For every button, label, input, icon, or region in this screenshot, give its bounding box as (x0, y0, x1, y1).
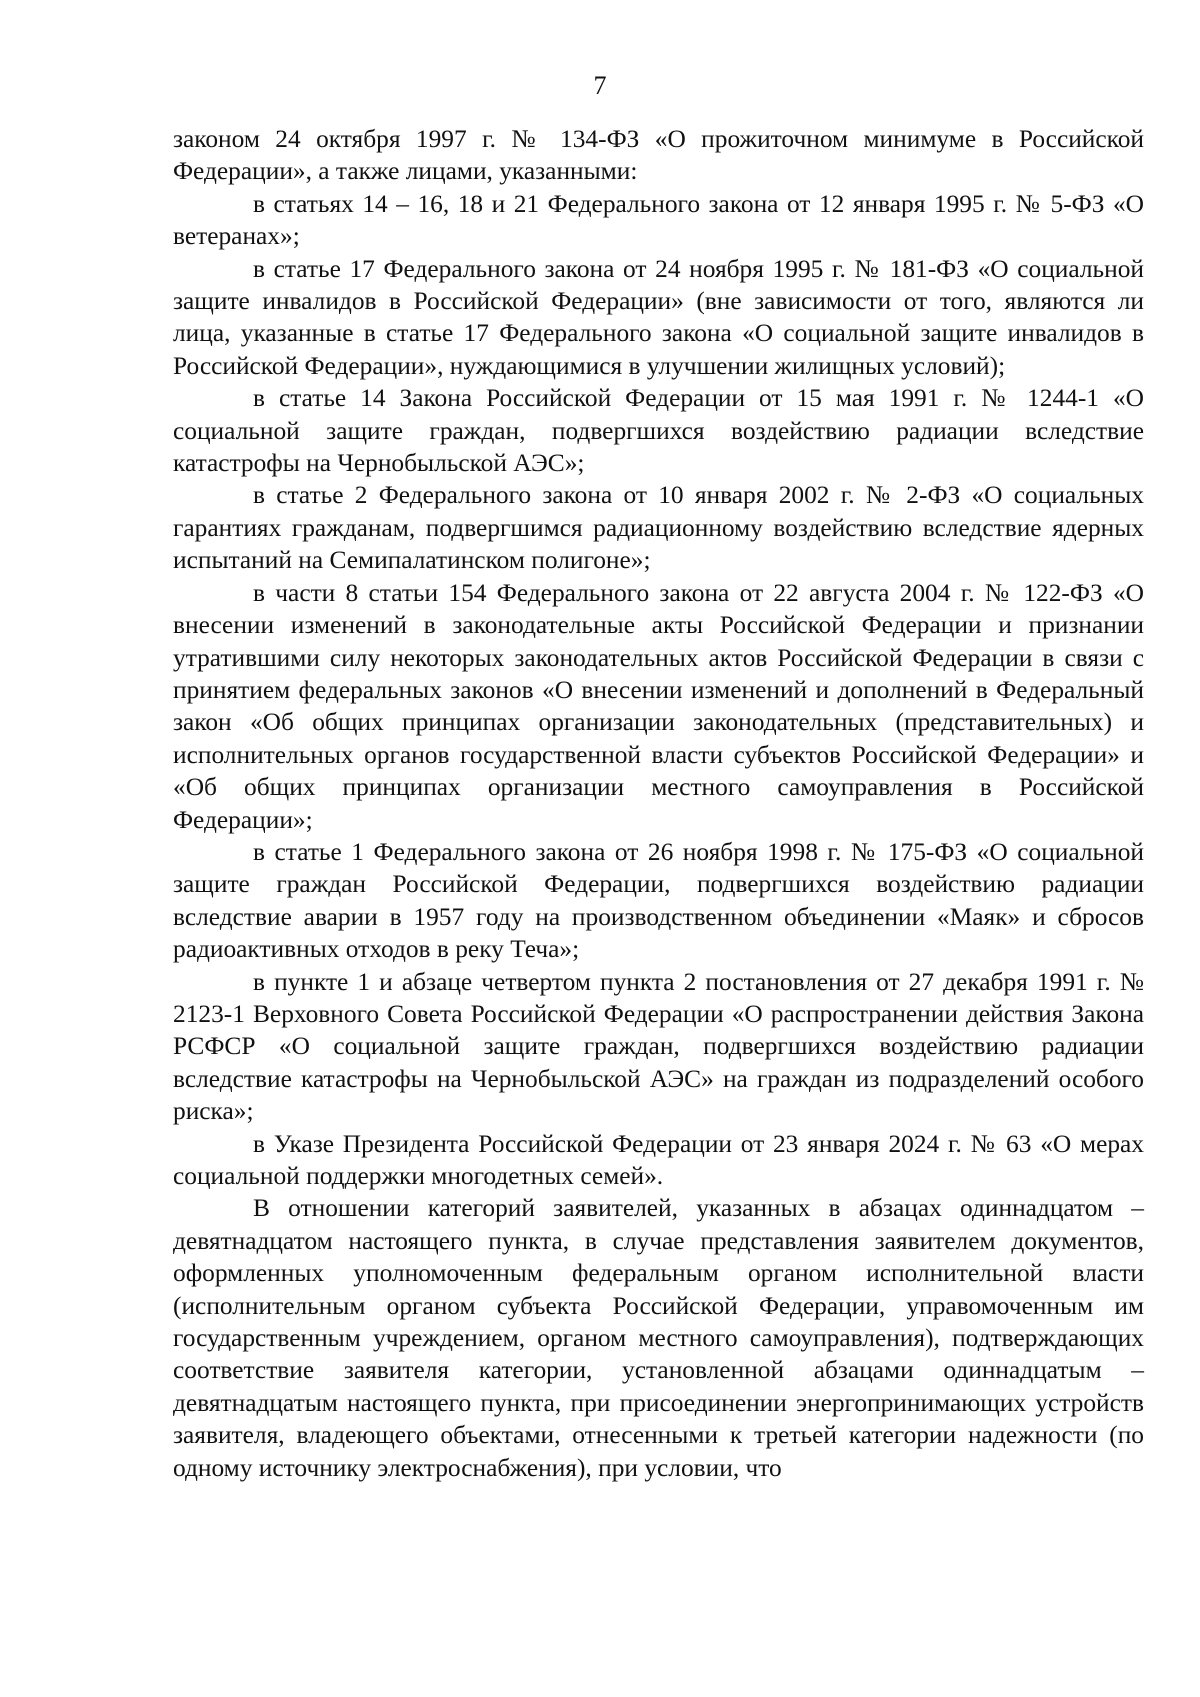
paragraph: в части 8 статьи 154 Федерального закона от 22 августа 2004 г. № 122-ФЗ «О внесении изменений в законодательные акты Российской Федерации и признании утратившими силу некоторых законодательных актов Российской Федерации в связи с принятием федеральных законов «О внесении изменений и дополнений в Федеральный закон «Об общих принципах организации законодательных (представительных) и исполнительных органов государственной власти субъектов Российской Федерации» и «Об общих принципах организации местного самоуправления в Российской Федерации»; (173, 578, 1144, 834)
paragraph: в статье 2 Федерального закона от 10 января 2002 г. № 2-ФЗ «О социальных гарантиях гражданам, подвергшимся радиационному воздействию вследствие ядерных испытаний на Семипалатинском полигоне»; (173, 481, 1144, 575)
paragraph: в пункте 1 и абзаце четвертом пункта 2 постановления от 27 декабря 1991 г. № 2123-1 Верховного Совета Российской Федерации «О распространении действия Закона РСФСР «О социальной защите граждан, подвергшихся воздействию радиации вследствие катастрофы на Чернобыльской АЭС» на граждан из подразделений особого риска»; (173, 967, 1144, 1126)
paragraph: законом 24 октября 1997 г. № 134-ФЗ «О прожиточном минимуме в Российской Федерации», а также лицами, указанными: (173, 125, 1144, 186)
paragraph: в статье 14 Закона Российской Федерации от 15 мая 1991 г. № 1244-1 «О социальной защите граждан, подвергшихся воздействию радиации вследствие катастрофы на Чернобыльской АЭС»; (173, 384, 1144, 478)
paragraph: в Указе Президента Российской Федерации от 23 января 2024 г. № 63 «О мерах социальной поддержки многодетных семей». (173, 1129, 1144, 1190)
paragraph: В отношении категорий заявителей, указанных в абзацах одиннадцатом – девятнадцатом настоящего пункта, в случае представления заявителем документов, оформленных уполномоченным федеральным органом исполнительной власти (исполнительным органом субъекта Российской Федерации, управомоченным им государственным учреждением, органом местного самоуправления), подтверждающих соответствие заявителя категории, установленной абзацами одиннадцатым – девятнадцатым настоящего пункта, при присоединении энергопринимающих устройств заявителя, владеющего объектами, отнесенными к третьей категории надежности (по одному источнику электроснабжения), при условии, что (173, 1194, 1144, 1482)
body-text (173, 123, 1144, 1484)
paragraph: в статье 1 Федерального закона от 26 ноября 1998 г. № 175-ФЗ «О социальной защите граждан Российской Федерации, подвергшихся воздействию радиации вследствие аварии в 1957 году на производственном объединении «Маяк» и сбросов радиоактивных отходов в реку Теча»; (173, 837, 1144, 964)
paragraph: в статьях 14 – 16, 18 и 21 Федерального закона от 12 января 1995 г. № 5-ФЗ «О ветеранах»; (173, 189, 1144, 251)
page-number: 7 (593, 71, 607, 100)
paragraph: в статье 17 Федерального закона от 24 ноября 1995 г. № 181-ФЗ «О социальной защите инвалидов в Российской Федерации» (вне зависимости от того, являются ли лица, указанные в статье 17 Федерального закона «О социальной защите инвалидов в Российской Федерации», нуждающимися в улучшении жилищных условий); (173, 254, 1144, 380)
